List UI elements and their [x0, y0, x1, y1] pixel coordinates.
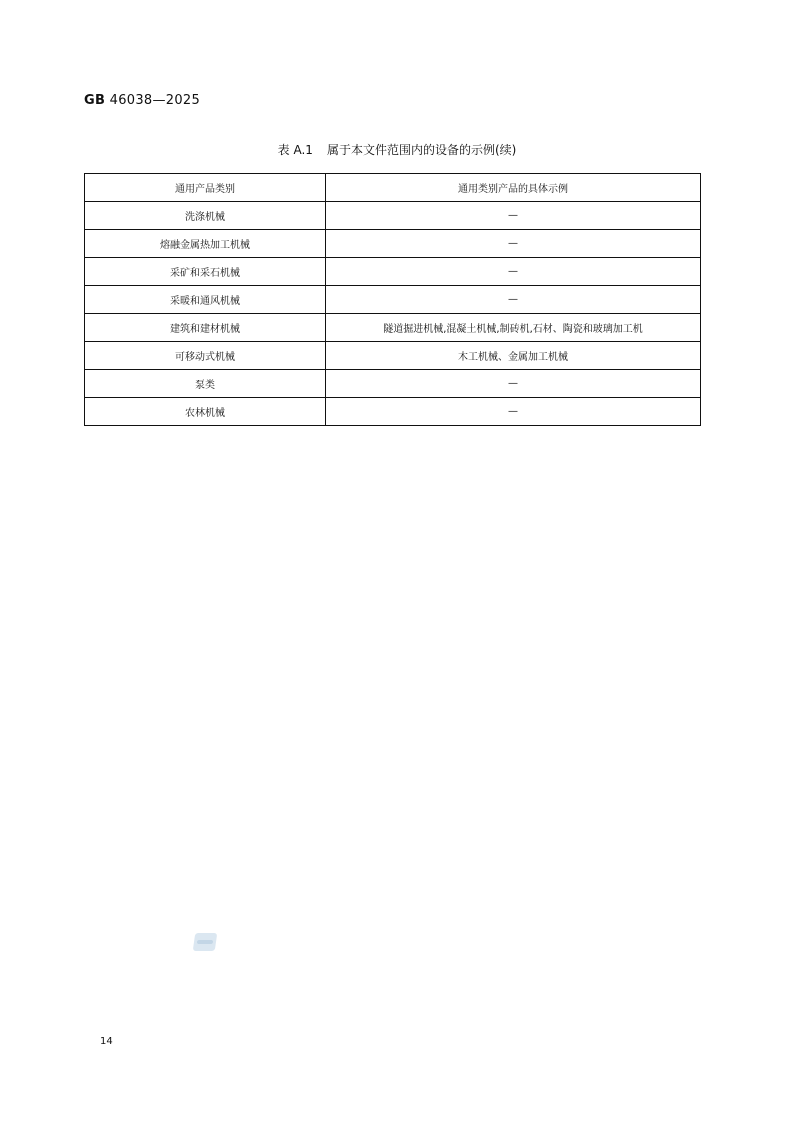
- table-header-row: [85, 174, 701, 202]
- table-caption-title: 属于本文件范围内的设备的示例(续): [326, 143, 517, 157]
- table-caption: [0, 141, 794, 158]
- category-cell: 农林机械: [85, 398, 326, 426]
- table-row: [85, 314, 701, 342]
- category-cell: 建筑和建材机械: [85, 314, 326, 342]
- table-row: [85, 258, 701, 286]
- examples-cell: —: [326, 202, 701, 230]
- examples-cell: —: [326, 230, 701, 258]
- examples-cell: 木工机械、金属加工机械: [326, 342, 701, 370]
- examples-cell: —: [326, 398, 701, 426]
- sac-logo-icon: [193, 933, 218, 951]
- standard-prefix: GB: [84, 93, 106, 108]
- table-row: [85, 370, 701, 398]
- category-cell: 洗涤机械: [85, 202, 326, 230]
- examples-cell: 隧道掘进机械,混凝土机械,制砖机,石材、陶瓷和玻璃加工机: [326, 314, 701, 342]
- category-cell: 泵类: [85, 370, 326, 398]
- standard-number: 46038—2025: [109, 93, 201, 108]
- table-row: [85, 230, 701, 258]
- table-row: [85, 398, 701, 426]
- table-row: [85, 286, 701, 314]
- column-header-examples: 通用类别产品的具体示例: [326, 174, 701, 202]
- table-row: [85, 202, 701, 230]
- table-caption-label: 表 A.1: [277, 143, 313, 157]
- examples-cell: —: [326, 258, 701, 286]
- table-row: [85, 342, 701, 370]
- examples-cell: —: [326, 370, 701, 398]
- column-header-category: 通用产品类别: [85, 174, 326, 202]
- category-cell: 采暖和通风机械: [85, 286, 326, 314]
- category-cell: 可移动式机械: [85, 342, 326, 370]
- category-cell: 采矿和采石机械: [85, 258, 326, 286]
- standard-number-header: [84, 93, 200, 108]
- examples-cell: —: [326, 286, 701, 314]
- page-number: 14: [100, 1036, 113, 1047]
- equipment-examples-table: [84, 173, 701, 426]
- category-cell: 熔融金属热加工机械: [85, 230, 326, 258]
